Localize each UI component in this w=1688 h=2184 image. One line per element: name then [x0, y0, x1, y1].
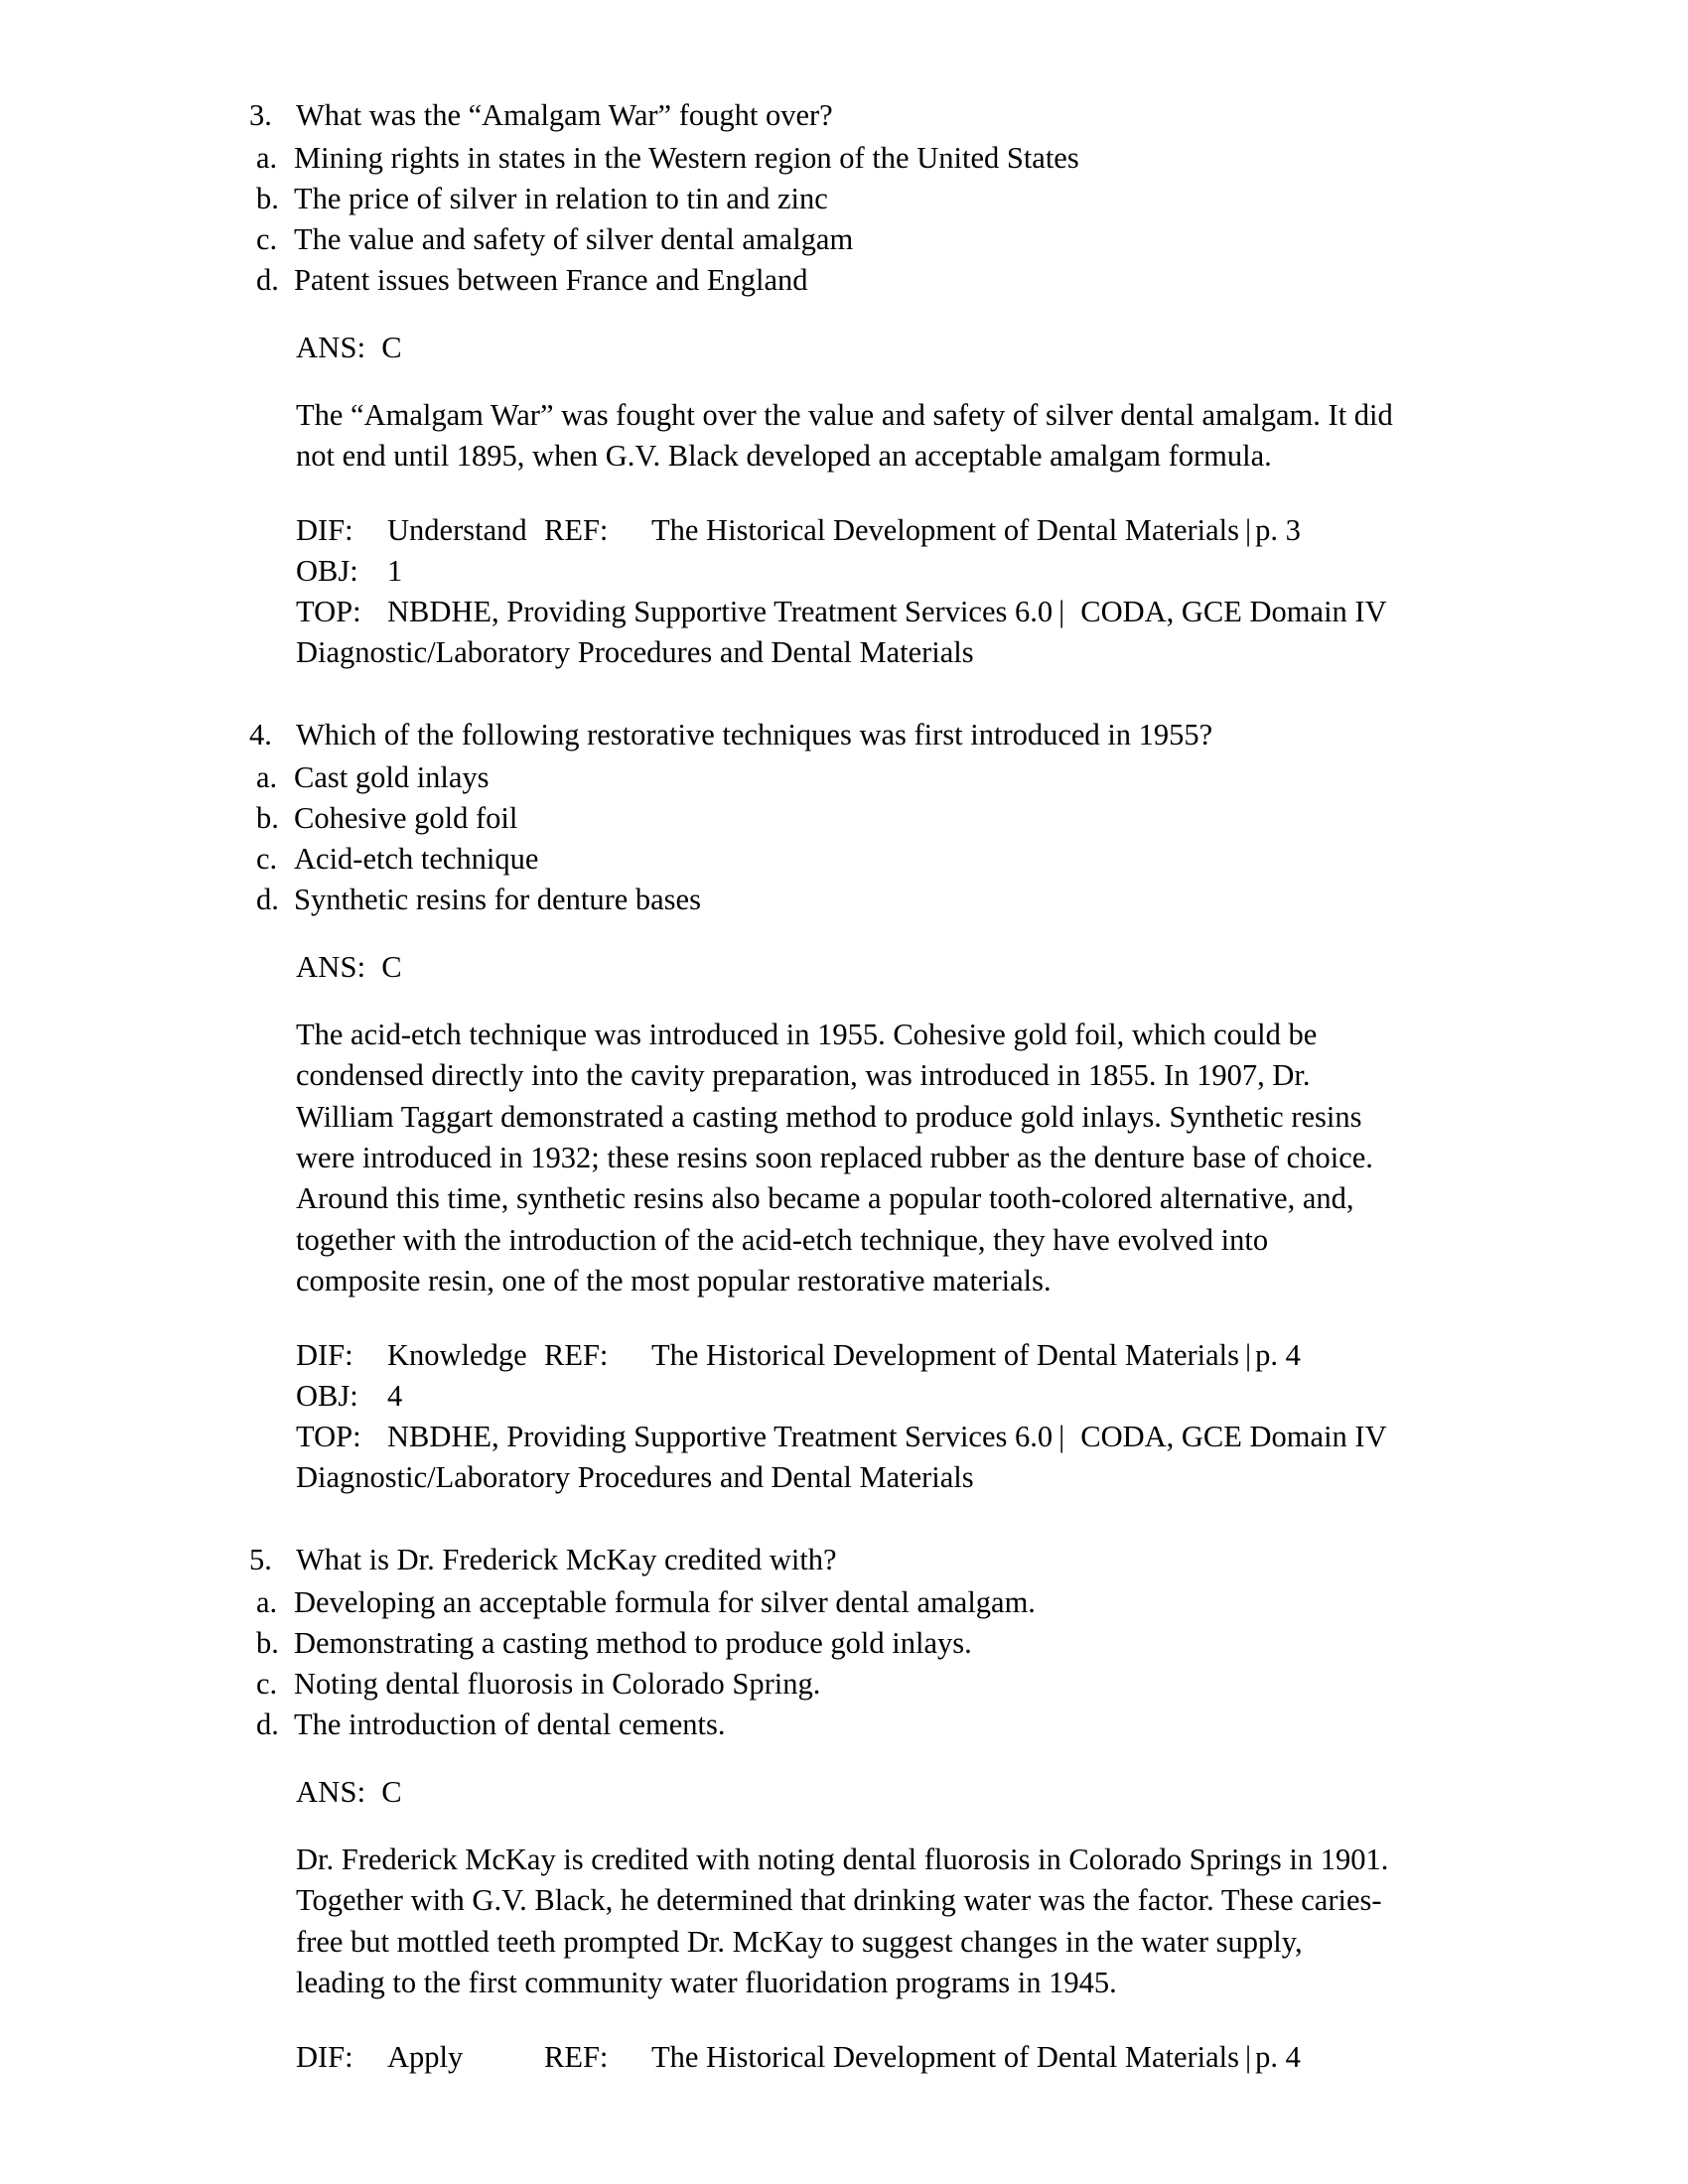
ref-label: REF:	[544, 1337, 609, 1372]
answer-line	[244, 947, 1396, 988]
dif-value: Understand	[387, 512, 527, 547]
option-letter: b.	[256, 800, 279, 835]
question-stem-row	[244, 95, 1396, 136]
ref-value: The Historical Development of Dental Materials	[651, 512, 1240, 547]
metadata-row-dif	[296, 2037, 1396, 2078]
option-text: Acid-etch technique	[294, 841, 539, 876]
answer-option[interactable]	[244, 179, 1396, 219]
ref-separator: |	[1245, 2039, 1252, 2074]
option-letter: a.	[256, 1584, 278, 1619]
metadata-row-top	[296, 1417, 1396, 1457]
answer-option[interactable]	[244, 839, 1396, 880]
rationale-text: Dr. Frederick McKay is credited with noting dental fluorosis in Colorado Springs in 1901. Together with G.V. Black, he determined that drinking water was the factor. These caries-free but mottled teeth prompted Dr. McKay to suggest changes in the water supply, leading to the first community water fluoridation programs in 1945.	[296, 1842, 1389, 2000]
option-text: Cohesive gold foil	[294, 800, 518, 835]
answer-option[interactable]	[244, 1582, 1396, 1623]
dif-value: Apply	[387, 2039, 464, 2074]
answer-option[interactable]	[244, 260, 1396, 301]
option-text: Noting dental fluorosis in Colorado Spring.	[294, 1666, 821, 1701]
top-value-secondary: CODA, GCE Domain IV	[1080, 1419, 1387, 1453]
answer-label: ANS:	[296, 1774, 366, 1809]
top-continuation: Diagnostic/Laboratory Procedures and Dental Materials	[296, 634, 974, 669]
option-text: The introduction of dental cements.	[294, 1706, 726, 1741]
top-label: TOP:	[296, 1419, 361, 1453]
option-letter: b.	[256, 1625, 279, 1660]
question-stem: What was the “Amalgam War” fought over?	[296, 98, 833, 132]
dif-label: DIF:	[296, 1337, 353, 1372]
dif-label: DIF:	[296, 2039, 353, 2074]
answer-option[interactable]	[244, 1623, 1396, 1664]
obj-label: OBJ:	[296, 553, 358, 588]
answer-value: C	[381, 1774, 402, 1809]
metadata-block	[244, 1335, 1396, 1498]
top-separator: |	[1058, 594, 1065, 628]
ref-page: p. 4	[1255, 1337, 1301, 1372]
question-number: 4.	[249, 717, 272, 751]
option-letter: c.	[256, 1666, 278, 1701]
option-letter: a.	[256, 140, 278, 175]
metadata-block	[244, 510, 1396, 673]
option-letter: b.	[256, 181, 279, 215]
question-number: 5.	[249, 1542, 272, 1576]
question-block	[244, 1540, 1396, 2078]
answer-value: C	[381, 949, 402, 984]
answer-value: C	[381, 330, 402, 364]
answer-option[interactable]	[244, 1664, 1396, 1705]
option-letter: c.	[256, 221, 278, 256]
top-separator: |	[1058, 1419, 1065, 1453]
obj-value: 4	[387, 1378, 403, 1413]
ref-separator: |	[1245, 512, 1252, 547]
ref-value: The Historical Development of Dental Materials	[651, 2039, 1240, 2074]
option-letter: d.	[256, 1706, 279, 1741]
metadata-row-top	[296, 592, 1396, 632]
page-content	[244, 95, 1396, 2078]
top-value: NBDHE, Providing Supportive Treatment Services 6.0	[387, 594, 1054, 628]
top-value: NBDHE, Providing Supportive Treatment Services 6.0	[387, 1419, 1054, 1453]
ref-label: REF:	[544, 2039, 609, 2074]
ref-label: REF:	[544, 512, 609, 547]
question-block	[244, 715, 1396, 1498]
ref-page: p. 3	[1255, 512, 1301, 547]
answer-options	[244, 757, 1396, 920]
answer-label: ANS:	[296, 330, 366, 364]
option-letter: c.	[256, 841, 278, 876]
answer-line	[244, 328, 1396, 368]
metadata-block	[244, 2037, 1396, 2078]
option-letter: a.	[256, 759, 278, 794]
answer-option[interactable]	[244, 1705, 1396, 1745]
option-text: Cast gold inlays	[294, 759, 490, 794]
answer-option[interactable]	[244, 880, 1396, 920]
answer-option[interactable]	[244, 798, 1396, 839]
obj-label: OBJ:	[296, 1378, 358, 1413]
option-text: The value and safety of silver dental amalgam	[294, 221, 854, 256]
option-text: Mining rights in states in the Western region of the United States	[294, 140, 1079, 175]
answer-options	[244, 1582, 1396, 1745]
metadata-row-obj	[296, 551, 1396, 592]
top-value-secondary: CODA, GCE Domain IV	[1080, 594, 1387, 628]
top-continuation: Diagnostic/Laboratory Procedures and Dental Materials	[296, 1459, 974, 1494]
obj-value: 1	[387, 553, 403, 588]
question-block	[244, 95, 1396, 673]
ref-value: The Historical Development of Dental Materials	[651, 1337, 1240, 1372]
answer-option[interactable]	[244, 138, 1396, 179]
metadata-row-obj	[296, 1376, 1396, 1417]
option-text: Developing an acceptable formula for silver dental amalgam.	[294, 1584, 1036, 1619]
ref-page: p. 4	[1255, 2039, 1301, 2074]
option-text: Patent issues between France and England	[294, 262, 808, 297]
question-stem-row	[244, 715, 1396, 755]
answer-options	[244, 138, 1396, 301]
option-text: The price of silver in relation to tin and zinc	[294, 181, 828, 215]
option-letter: d.	[256, 882, 279, 916]
dif-value: Knowledge	[387, 1337, 527, 1372]
ref-separator: |	[1245, 1337, 1252, 1372]
option-letter: d.	[256, 262, 279, 297]
rationale-text: The acid-etch technique was introduced in 1955. Cohesive gold foil, which could be condensed directly into the cavity preparation, was introduced in 1855. In 1907, Dr. William Taggart demonstrated a casting method to produce gold inlays. Synthetic resins were introduced in 1932; these resins soon replaced rubber as the denture base of choice. Around this time, synthetic resins also became a popular tooth-colored alternative, and, together with the introduction of the acid-etch technique, they have evolved into composite resin, one of the most popular restorative materials.	[296, 1017, 1373, 1298]
question-number: 3.	[249, 98, 272, 132]
rationale-text: The “Amalgam War” was fought over the value and safety of silver dental amalgam. It did not end until 1895, when G.V. Black developed an acceptable amalgam formula.	[296, 397, 1393, 474]
metadata-row-dif	[296, 510, 1396, 551]
dif-label: DIF:	[296, 512, 353, 547]
metadata-row-dif	[296, 1335, 1396, 1376]
option-text: Synthetic resins for denture bases	[294, 882, 701, 916]
top-label: TOP:	[296, 594, 361, 628]
answer-option[interactable]	[244, 757, 1396, 798]
question-stem-row	[244, 1540, 1396, 1580]
answer-line	[244, 1772, 1396, 1813]
question-stem: What is Dr. Frederick McKay credited with?	[296, 1542, 837, 1576]
answer-option[interactable]	[244, 219, 1396, 260]
answer-label: ANS:	[296, 949, 366, 984]
option-text: Demonstrating a casting method to produce gold inlays.	[294, 1625, 972, 1660]
question-stem: Which of the following restorative techniques was first introduced in 1955?	[296, 717, 1213, 751]
